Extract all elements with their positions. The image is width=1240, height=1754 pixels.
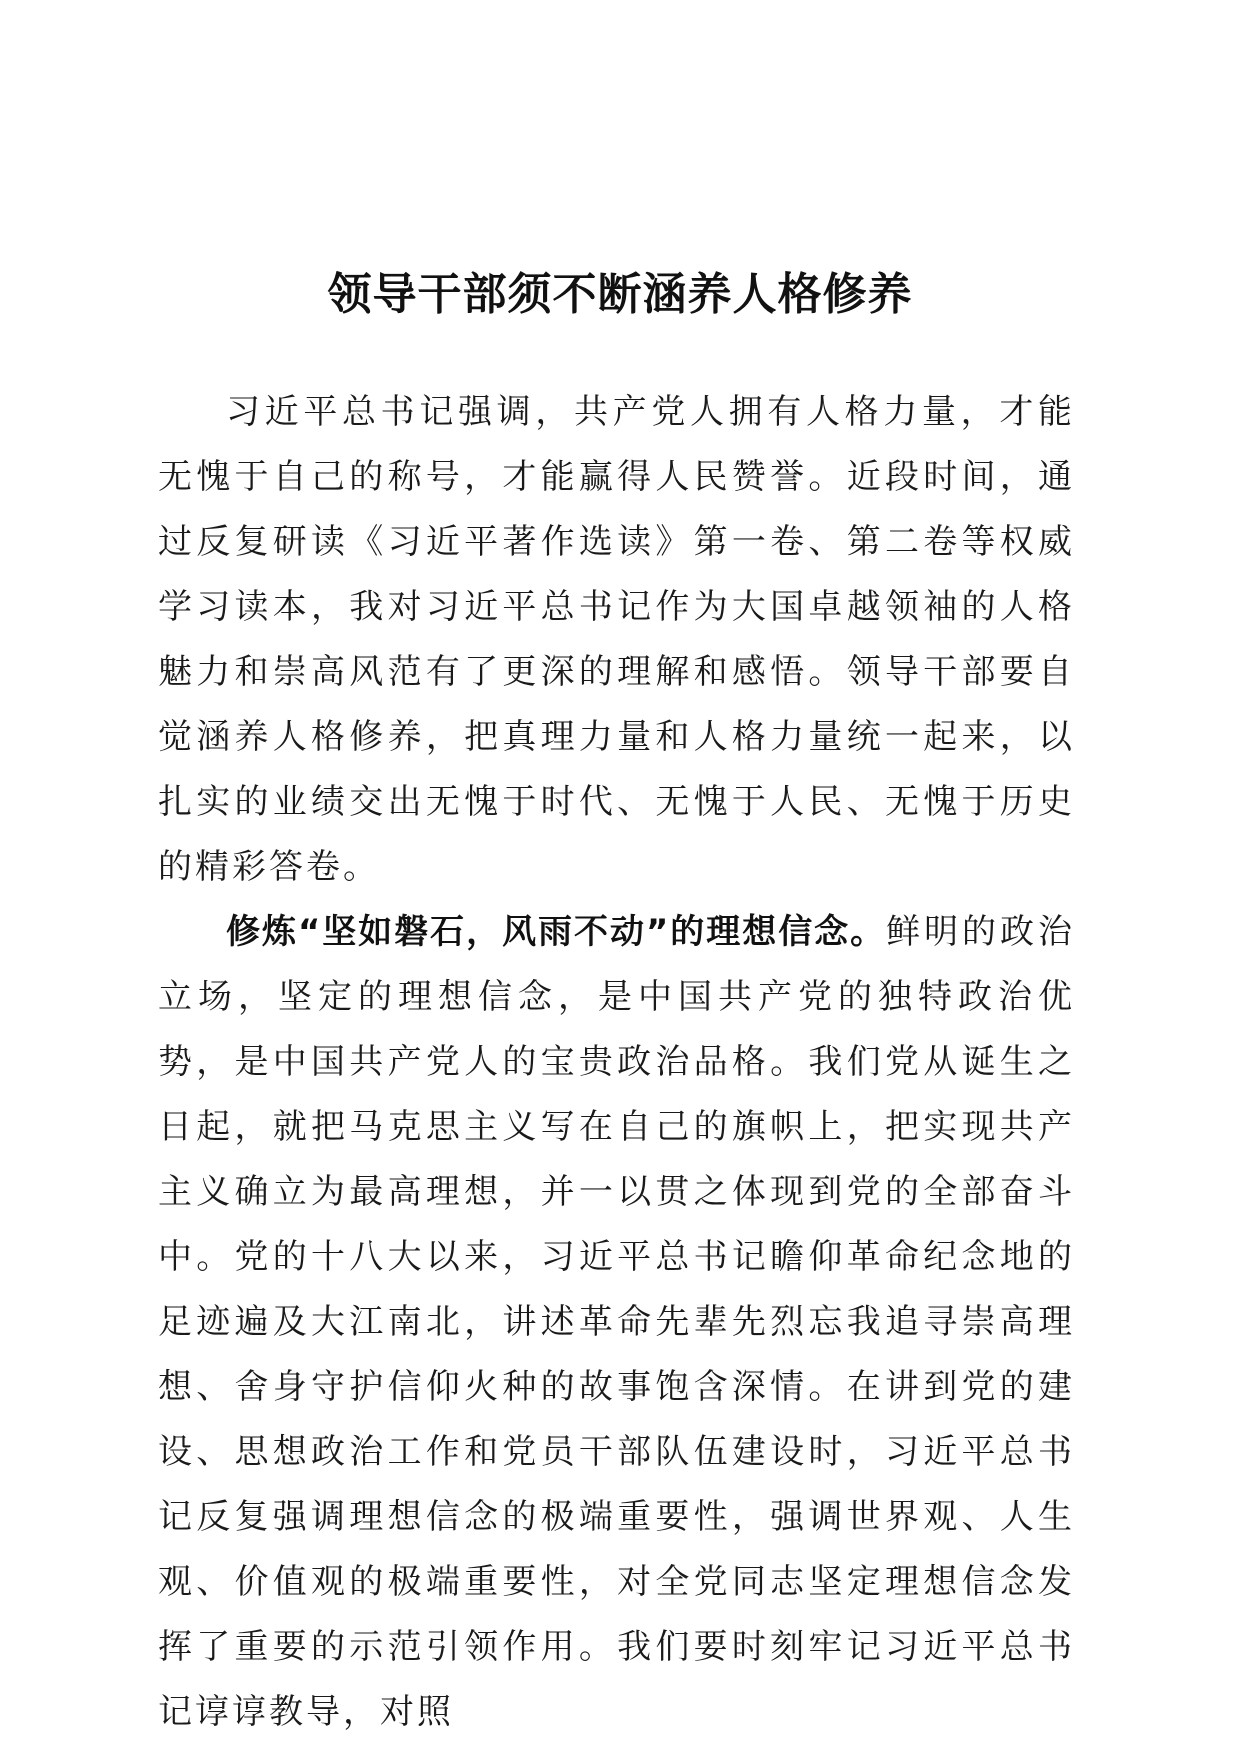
document-body <box>158 380 1075 1745</box>
document-title: 领导干部须不断涵养人格修养 <box>327 269 913 321</box>
paragraph-text: 鲜明的政治立场，坚定的理想信念，是中国共产党的独特政治优势，是中国共产党人的宝贵政治品格。我们党从诞生之日起，就把马克思主义写在自己的旗帜上，把实现共产主义确立为最高理想，并一以贯之体现到党的全部奋斗中。党的十八大以来，习近平总书记瞻仰革命纪念地的足迹遍及大江南北，讲述革命先辈先烈忘我追寻崇高理想、舍身守护信仰火种的故事饱含深情。在讲到党的建设、思想政治工作和党员干部队伍建设时，习近平总书记反复强调理想信念的极端重要性，强调世界观、人生观、价值观的极端重要性，对全党同志坚定理想信念发挥了重要的示范引领作用。我们要时刻牢记习近平总书记谆谆教导，对照 <box>158 912 1075 1732</box>
paragraph-lead: 修炼“坚如磐石，风雨不动”的理想信念。 <box>226 912 887 952</box>
paragraph-intro <box>158 380 1075 900</box>
paragraph-ideals <box>158 900 1075 1745</box>
paragraph-text: 习近平总书记强调，共产党人拥有人格力量，才能无愧于自己的称号，才能赢得人民赞誉。近段时间，通过反复研读《习近平著作选读》第一卷、第二卷等权威学习读本，我对习近平总书记作为大国卓越领袖的人格魅力和崇高风范有了更深的理解和感悟。领导干部要自觉涵养人格修养，把真理力量和人格力量统一起来，以扎实的业绩交出无愧于时代、无愧于人民、无愧于历史的精彩答卷。 <box>158 392 1075 887</box>
